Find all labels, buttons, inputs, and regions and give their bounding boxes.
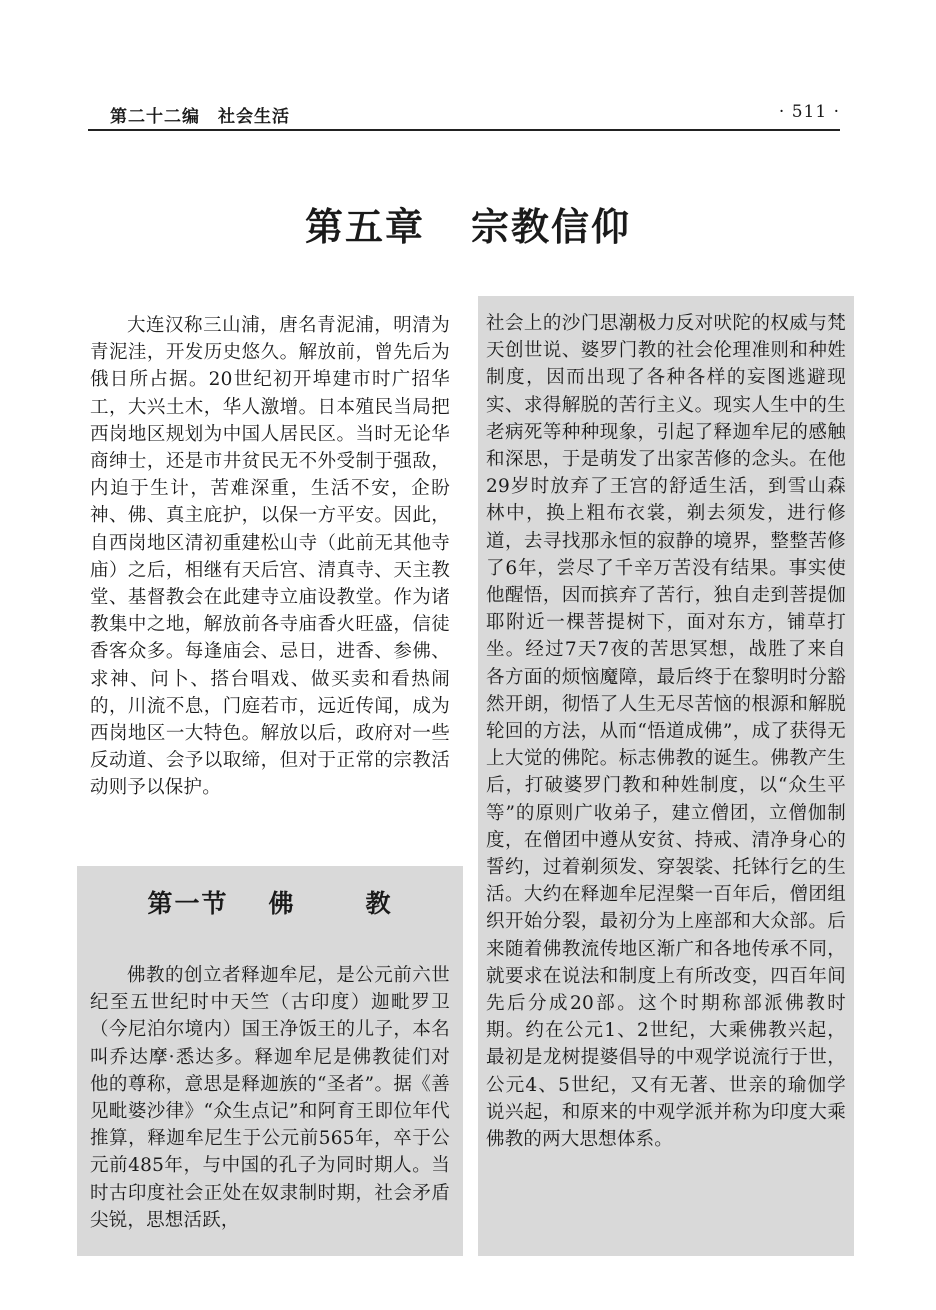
section-name-char-1: 佛 (268, 889, 296, 918)
chapter-name: 宗教信仰 (471, 205, 632, 249)
header-rule (88, 129, 840, 131)
running-header (110, 102, 840, 128)
right-column-paragraph: 社会上的沙门思潮极力反对吠陀的权威与梵天创世说、婆罗门教的社会伦理准则和种姓制度，因而出现了各种各样的妄图逃避现实、求得解脱的苦行主义。现实人生中的生老病死等种种现象，引起了释迦牟尼的感触和深思，于是萌发了出家苦修的念头。在他29岁时放弃了王宫的舒适生活，到雪山森林中，换上粗布衣裳，剃去须发，进行修道，去寻找那永恒的寂静的境界，整整苦修了6年，尝尽了千辛万苦没有结果。事实使他醒悟，因而摈弃了苦行，独自走到菩提伽耶附近一棵菩提树下，面对东方，铺草打坐。经过7天7夜的苦思冥想，战胜了来自各方面的烦恼魔障，最后终于在黎明时分豁然开朗，彻悟了人生无尽苦恼的根源和解脱轮回的方法，从而“悟道成佛”，成了获得无上大觉的佛陀。标志佛教的诞生。佛教产生后，打破婆罗门教和种姓制度，以“众生平等”的原则广收弟子，建立僧团，立僧伽制度，在僧团中遵从安贫、持戒、清净身心的誓约，过着剃须发、穿袈裟、托钵行乞的生活。大约在释迦牟尼涅槃一百年后，僧团组织开始分裂，最初分为上座部和大众部。后来随着佛教流传地区渐广和各地传承不同，就要求在说法和制度上有所改变，四百年间先后分成20部。这个时期称部派佛教时期。约在公元1、2世纪，大乘佛教兴起，最初是龙树提婆倡导的中观学说流行于世，公元4、5世纪，又有无著、世亲的瑜伽学说兴起，和原来的中观学派并称为印度大乘佛教的两大思想体系。 (486, 313, 846, 1151)
intro-paragraph: 大连汉称三山浦，唐名青泥浦，明清为青泥洼，开发历史悠久。解放前，曾先后为俄日所占据。20世纪初开埠建市时广招华工，大兴土木，华人激增。日本殖民当局把西岗地区规划为中国人居民区。当时无论华商绅士，还是市井贫民无不外受制于强敌，内迫于生计，苦难深重，生活不安，企盼神、佛、真主庇护，以保一方平安。因此，自西岗地区清初重建松山寺（此前无其他寺庙）之后，相继有天后宫、清真寺、天主教堂、基督教会在此建寺立庙设教堂。作为诸教集中之地，解放前各寺庙香火旺盛，信徒香客众多。每逢庙会、忌日，进香、参佛、求神、问卜、搭台唱戏、做买卖和看热闹的，川流不息，门庭若市，远近传闻，成为西岗地区一大特色。解放以后，政府对一些反动道、会予以取缔，但对于正常的宗教活动则予以保护。 (90, 315, 450, 799)
section-number: 第一节 (147, 889, 229, 918)
section-name-char-2: 教 (365, 889, 393, 918)
chapter-number: 第五章 (304, 205, 425, 249)
running-title: 第二十二编 社会生活 (110, 107, 290, 127)
section-title (77, 884, 463, 920)
section-paragraph: 佛教的创立者释迦牟尼，是公元前六世纪至五世纪时中天竺（古印度）迦毗罗卫（今尼泊尔境内）国王净饭王的儿子，本名叫乔达摩·悉达多。释迦牟尼是佛教徒们对他的尊称，意思是释迦族的“圣者”。据《善见毗婆沙律》“众生点记”和阿育王即位年代推算，释迦牟尼生于公元前565年，卒于公元前485年，与中国的孔子为同时期人。当时古印度社会正处在奴隶制时期，社会矛盾尖锐，思想活跃， (90, 965, 450, 1231)
page-number: · 511 · (778, 102, 840, 122)
chapter-title (0, 196, 936, 251)
